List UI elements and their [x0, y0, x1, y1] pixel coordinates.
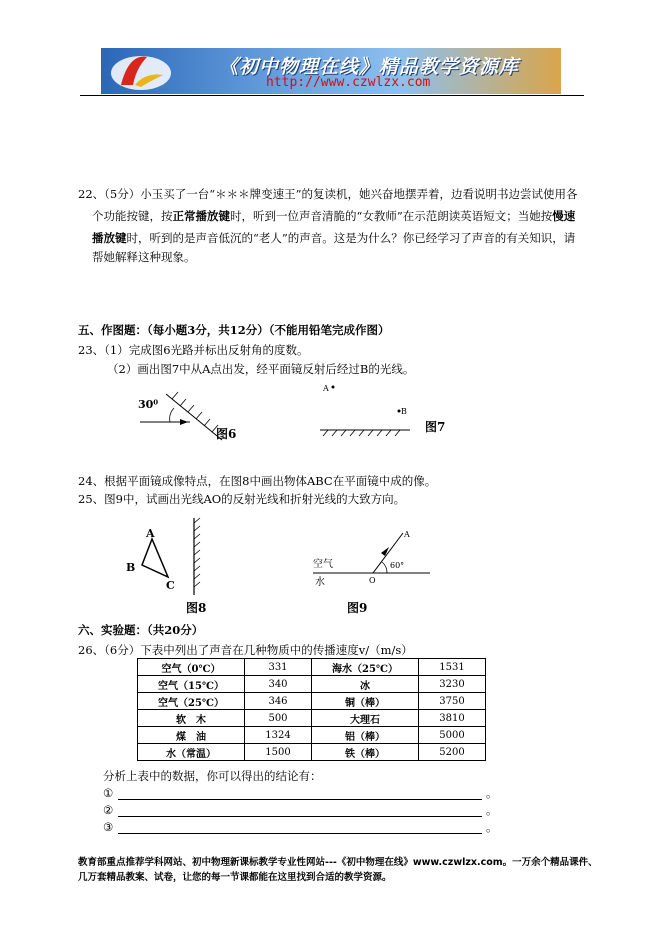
fig7-point-a: A: [323, 384, 329, 393]
medium-name-cell: 冰: [312, 676, 419, 693]
q22-line3: [92, 230, 575, 246]
table-row: [138, 693, 486, 710]
medium-name-cell: 空气（0℃）: [138, 659, 245, 676]
answer-end-3: 。: [486, 820, 498, 834]
speed-value-cell: 5200: [419, 744, 486, 761]
fig7-dot-b: [398, 410, 401, 413]
fig6-label: 图6: [216, 427, 237, 441]
q25: 25、图9中，试画出光线AO的反射光线和折射光线的大致方向。: [78, 492, 406, 506]
speed-value-cell: 1531: [419, 659, 486, 676]
fig7-label: 图7: [425, 420, 446, 434]
fig8-point-b: B: [126, 561, 136, 574]
fig8-point-c: C: [166, 579, 175, 592]
fig9-point-a: A: [404, 530, 410, 539]
speed-value-cell: 346: [245, 693, 312, 710]
speed-value-cell: 1500: [245, 744, 312, 761]
section6-heading: 六、实验题：（共20分）: [78, 623, 204, 637]
answer-line-1[interactable]: [118, 799, 482, 800]
slow-key-part2: 播放键: [92, 231, 127, 245]
speed-value-cell: 340: [245, 676, 312, 693]
answer-end-2: 。: [486, 803, 498, 817]
fig8-triangle: [142, 539, 168, 577]
fig6-angle-arc: [170, 408, 174, 422]
fig8-label: 图8: [186, 601, 207, 615]
speed-table-body: [138, 659, 486, 761]
medium-name-cell: 软 木: [138, 710, 245, 727]
medium-name-cell: 铁（棒）: [312, 744, 419, 761]
fig6-mirror-hatch: [172, 392, 218, 432]
banner-url[interactable]: http://www.czwlzx.com: [266, 75, 431, 90]
footer-note: 教育部重点推荐学科网站、初中物理新课标教学专业性网站---《初中物理在线》www.czwlzx.com。一万余个精品课件、几万套精品教案、试卷，让您的每一节课都能在这里找到合适的教学资源。: [78, 857, 598, 883]
analysis-prompt: 分析上表中的数据，你可以得出的结论有：: [103, 769, 322, 783]
fig9-label: 图9: [347, 601, 368, 615]
header-banner: [101, 48, 561, 94]
q26: 26、（6分）下表中列出了声音在几种物质中的传播速度v/（m/s）: [78, 643, 413, 657]
slow-key-part1: 慢速: [552, 209, 576, 223]
medium-name-cell: 煤 油: [138, 727, 245, 744]
q22-line2-a: 个功能按键，按: [92, 209, 173, 223]
q22-line2: [92, 208, 575, 224]
fig6-mirror: [166, 394, 222, 440]
fig9-water: 水: [315, 577, 325, 588]
banner-title: 《初中物理在线》精品教学资源库: [219, 56, 520, 78]
q24: 24、根据平面镜成像特点，在图8中画出物体ABC在平面镜中成的像。: [78, 474, 437, 488]
q22-line1: 22、（5分）小玉买了一台“＊＊＊牌变速王”的复读机，她兴奋地摆弄着，边看说明书边尝试使用各: [78, 187, 578, 201]
medium-name-cell: 水（常温）: [138, 744, 245, 761]
fig8-point-a: A: [146, 527, 155, 540]
table-row: [138, 659, 486, 676]
speed-value-cell: 3230: [419, 676, 486, 693]
answer-line-3[interactable]: [118, 833, 482, 834]
answer-mark-3: ③: [103, 820, 114, 834]
fig8-mirror-hatch: [194, 518, 200, 587]
fig9-point-o: O: [369, 576, 376, 585]
answer-mark-1: ①: [103, 786, 114, 800]
answer-line-2[interactable]: [118, 816, 482, 817]
header-divider: [80, 95, 584, 96]
medium-name-cell: 大理石: [312, 710, 419, 727]
q22-line3-b: 时，听到的是声音低沉的“老人”的声音。这是为什么？你已经学习了声音的有关知识，请: [126, 231, 576, 245]
q23-part2: （2）画出图7中从A点出发，经平面镜反射后经过B的光线。: [107, 362, 415, 376]
table-row: [138, 744, 486, 761]
figure-9: [305, 525, 435, 617]
fig7-point-b: B: [401, 407, 407, 416]
fig7-mirror-hatch: [323, 430, 400, 436]
logo-icon: [107, 51, 177, 93]
q23-part1: 23、（1）完成图6光路并标出反射角的度数。: [78, 343, 309, 357]
speed-value-cell: 3810: [419, 710, 486, 727]
fig9-arrow: [381, 547, 389, 556]
medium-name-cell: 铝（棒）: [312, 727, 419, 744]
medium-name-cell: 海水（25℃）: [312, 659, 419, 676]
fig9-angle-arc: [382, 562, 387, 573]
fig6-arrow: [180, 419, 188, 425]
fig9-air: 空气: [313, 559, 333, 570]
q22-line2-c: 时，听到一位声音清脆的“女教师”在示范朗读英语短文；当她按: [230, 209, 553, 223]
medium-name-cell: 空气（25℃）: [138, 693, 245, 710]
answer-end-1: 。: [486, 786, 498, 800]
section5-heading: 五、作图题：（每小题3分，共12分）（不能用铅笔完成作图）: [78, 323, 390, 337]
speed-value-cell: 5000: [419, 727, 486, 744]
speed-value-cell: 331: [245, 659, 312, 676]
speed-table: [137, 658, 486, 761]
speed-value-cell: 500: [245, 710, 312, 727]
speed-value-cell: 1324: [245, 727, 312, 744]
normal-play-key: 正常播放键: [172, 209, 230, 223]
table-row: [138, 710, 486, 727]
fig9-angle: 60°: [390, 561, 405, 570]
medium-name-cell: 铜（棒）: [312, 693, 419, 710]
figure-7: [315, 378, 455, 438]
fig6-angle: 30⁰: [138, 398, 159, 411]
table-row: [138, 676, 486, 693]
answer-mark-2: ②: [103, 803, 114, 817]
fig7-dot-a: [332, 386, 335, 389]
speed-value-cell: 3750: [419, 693, 486, 710]
q22-line4: 帮她解释这种现象。: [92, 250, 196, 264]
figure-8: [118, 515, 228, 615]
medium-name-cell: 空气（15℃）: [138, 676, 245, 693]
table-row: [138, 727, 486, 744]
figure-6: [130, 382, 260, 447]
